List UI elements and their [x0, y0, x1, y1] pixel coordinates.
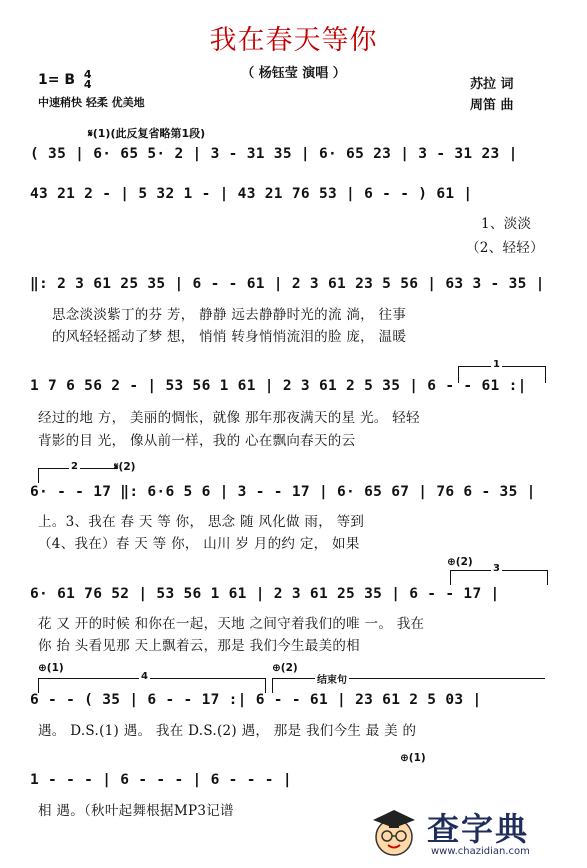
segno-2: 𝄋(2)	[114, 461, 136, 473]
lyric-row-6-b: 你 抬 头看见那 天上飘着云，那是 我们今生最美的相	[38, 638, 360, 654]
watermark-text: 查字典	[427, 810, 530, 848]
time-signature	[84, 70, 92, 90]
time-bottom: 4	[83, 78, 92, 91]
lyric-row-2-b: （2、轻轻）	[466, 240, 544, 256]
notation-row-1: ( 35 | 6· 65 5· 2 | 3 - 31 35 | 6· 65 23 | 3 - 31 23 |	[30, 146, 518, 162]
lyric-row-4-a: 经过的地 方， 美丽的惆怅，就像 那年那夜满天的星 光。 轻轻	[38, 410, 420, 426]
notation-row-7: 6 - - ( 35 | 6 - - 17 :| 6 - - 61 | 23 61 2 5 03 |	[30, 692, 482, 708]
lyric-row-5-a: 上。3、我在 春 天 等 你， 思念 随 风化做 雨， 等到	[38, 514, 365, 530]
tempo-marking: 中速稍快 轻柔 优美地	[38, 96, 145, 109]
lyric-row-5-b: （4、我在）春 天 等 你， 山川 岁 月的约 定， 如果	[38, 536, 360, 552]
volta-4: 4	[38, 678, 266, 693]
notation-row-8: 1 - - - | 6 - - - | 6 - - - |	[30, 772, 292, 788]
key-signature	[38, 70, 92, 90]
notation-row-6: 6· 61 76 52 | 53 56 1 61 | 2 3 61 25 35 | 6 - - 17 |	[30, 586, 500, 602]
lyric-row-7-a: 遇。 D.S.(1) 遇。 我在 D.S.(2) 遇， 那是 我们今生 最 美 的	[38, 723, 417, 739]
lyricist-credit: 苏拉 词	[470, 77, 514, 92]
notation-row-5: 6· - - 17 ‖: 6·6 5 6 | 3 - - 17 | 6· 65 67 | 76 6 - 35 |	[30, 484, 536, 500]
lyric-row-8-a: 相 遇。（秋叶起舞根据MP3记谱	[38, 803, 234, 819]
coda-2: ⊕(2)	[447, 556, 473, 568]
lyric-row-6-a: 花 又 开的时候 和你在一起，天地 之间守着我们的唯 一。 我在	[38, 616, 425, 632]
coda-1b: ⊕(1)	[400, 752, 426, 764]
lyric-row-4-b: 背影的目 光， 像从前一样，我的 心在飘向春天的云	[38, 433, 356, 449]
mascot-icon	[367, 806, 421, 860]
key-label: 1= B	[38, 72, 76, 88]
lyric-row-3-b: 的风轻轻摇动了梦 想， 悄悄 转身悄悄流泪的脸 庞， 温暖	[52, 329, 407, 345]
coda-1: ⊕(1)	[38, 662, 64, 674]
finale-bracket: 结束句	[272, 678, 545, 693]
notation-row-3: ‖: 2 3 61 25 35 | 6 - - 61 | 2 3 61 23 5 56 | 63 3 - 35 |	[30, 276, 545, 292]
notation-row-2: 43 21 2 - | 5 32 1 - | 43 21 76 53 | 6 - - ) 61 |	[30, 186, 473, 202]
watermark-url: www.chazidian.com	[431, 846, 530, 857]
volta-2: 2	[38, 468, 117, 483]
lyric-row-3-a: 思念淡淡紫丁的芬 芳， 静静 远去静静时光的流 淌， 往事	[52, 307, 407, 323]
song-title: 我在春天等你	[209, 25, 378, 56]
singer-credit: （ 杨钰莹 演唱 ）	[241, 66, 346, 81]
coda-2b: ⊕(2)	[272, 662, 298, 674]
volta-1: 1	[458, 366, 546, 383]
composer-credit: 周笛 曲	[470, 98, 514, 113]
notation-row-4: 1 7 6 56 2 - | 53 56 1 61 | 2 3 61 2 5 35 | 6 - - 61 :|	[30, 378, 527, 394]
time-top: 4	[83, 68, 92, 81]
watermark-logo	[363, 800, 573, 864]
lyric-row-2-a: 1、淡淡	[481, 216, 532, 232]
segno-note: 𝄋(1)(此反复省略第1段)	[88, 127, 206, 140]
volta-3: 3	[450, 570, 548, 585]
